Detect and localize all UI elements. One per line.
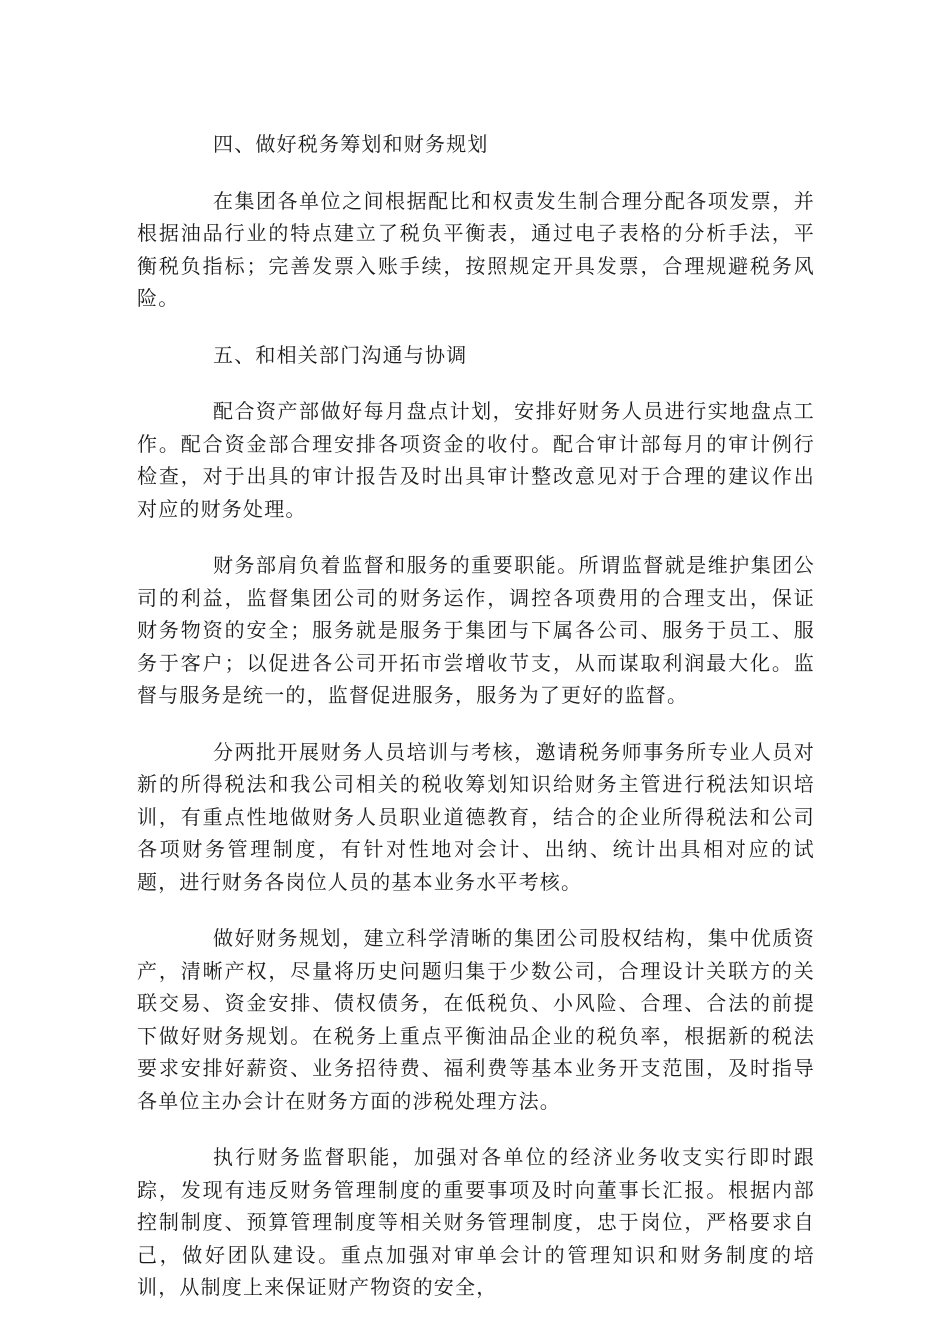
paragraph-financial-planning: 做好财务规划，建立科学清晰的集团公司股权结构，集中优质资产，清晰产权，尽量将历史问题归集于少数公司，合理设计关联方的关联交易、资金安排、债权债务，在低税负、小风险、合理、合法的前提下做好财务规划。在税务上重点平衡油品企业的税负率，根据新的税法要求安排好薪资、业务招待费、福利费等基本业务开支范围，及时指导各单位主办会计在财务方面的涉税处理方法。 [137,926,815,1113]
section-heading-4: 四、做好税务筹划和财务规划 [213,132,489,156]
paragraph-staff-training: 分两批开展财务人员培训与考核，邀请税务师事务所专业人员对新的所得税法和我公司相关的税收筹划知识给财务主管进行税法知识培训，有重点性地做财务人员职业道德教育，结合的企业所得税法和公司各项财务管理制度，有针对性地对会计、出纳、统计出具相对应的试题，进行财务各岗位人员的基本业务水平考核。 [137,739,815,894]
paragraph-supervision-service: 财务部肩负着监督和服务的重要职能。所谓监督就是维护集团公司的利益，监督集团公司的财务运作，调控各项费用的合理支出，保证财务物资的安全；服务就是服务于集团与下属各公司、服务于员工、服务于客户；以促进各公司开拓市尝增收节支，从而谋取利润最大化。监督与服务是统一的，监督促进服务，服务为了更好的监督。 [137,553,815,707]
document-body [137,128,815,1328]
paragraph-tax-invoices: 在集团各单位之间根据配比和权责发生制合理分配各项发票，并根据油品行业的特点建立了税负平衡表，通过电子表格的分析手法，平衡税负指标；完善发票入账手续，按照规定开具发票，合理规避税务风险。 [137,188,815,310]
paragraph-financial-supervision: 执行财务监督职能，加强对各单位的经济业务收支实行即时跟踪，发现有违反财务管理制度的重要事项及时向董事长汇报。根据内部控制制度、预算管理制度等相关财务管理制度，忠于岗位，严格要求自己，做好团队建设。重点加强对审单会计的管理知识和财务制度的培训，从制度上来保证财产物资的安全， [137,1145,815,1299]
section-heading-5: 五、和相关部门沟通与协调 [213,342,468,367]
paragraph-department-coordination: 配合资产部做好每月盘点计划，安排好财务人员进行实地盘点工作。配合资金部合理安排各项资金的收付。配合审计部每月的审计例行检查，对于出具的审计报告及时出具审计整改意见对于合理的建议作出对应的财务处理。 [137,399,815,521]
